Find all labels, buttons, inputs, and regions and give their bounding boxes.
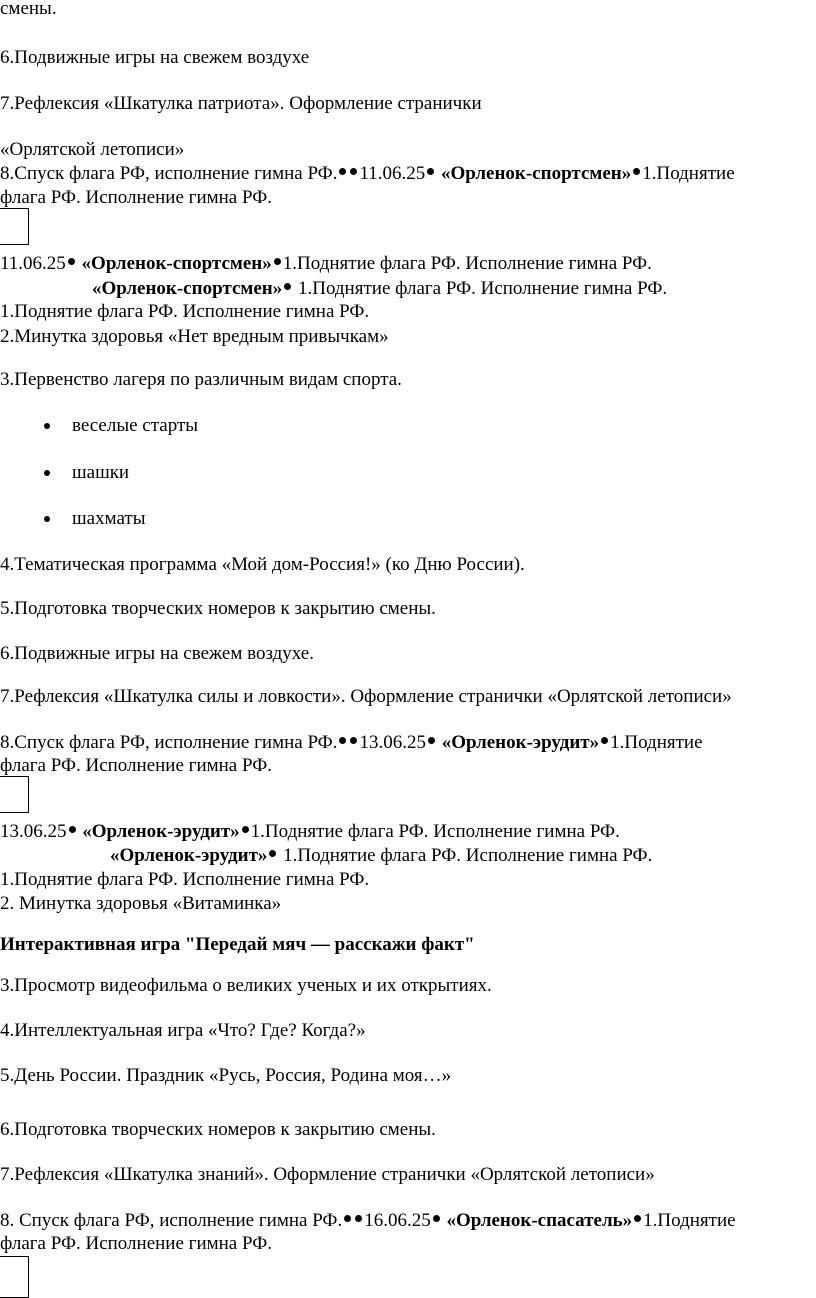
text-line: 1.Поднятие флага РФ. Исполнение гимна РФ. bbox=[0, 869, 370, 890]
text-line bbox=[0, 731, 703, 755]
bullet-icon bbox=[242, 826, 249, 833]
text-line bbox=[110, 844, 652, 868]
date: 11.06.25 bbox=[359, 163, 426, 184]
text-line bbox=[92, 277, 667, 301]
text-fragment: 1.Поднятие флага РФ. Исполнение гимна РФ. bbox=[283, 845, 653, 866]
text-line: 3.Первенство лагеря по различным видам спорта. bbox=[0, 369, 402, 390]
list-item bbox=[0, 461, 300, 485]
text-line: 4.Тематическая программа «Мой дом-Россия!» (ко Дню России). bbox=[0, 554, 525, 575]
list-item-text: шашки bbox=[72, 462, 130, 483]
bullet-icon bbox=[427, 168, 434, 175]
text-line: флага РФ. Исполнение гимна РФ. bbox=[0, 187, 272, 208]
text-fragment: 8.Спуск флага РФ, исполнение гимна РФ. bbox=[0, 732, 338, 753]
bullet-icon bbox=[68, 258, 75, 265]
bullet-icon bbox=[601, 737, 608, 744]
text-fragment: 8. Спуск флага РФ, исполнение гимна РФ. bbox=[0, 1210, 343, 1231]
text-line bbox=[0, 1209, 736, 1233]
text-line: смены. bbox=[0, 0, 57, 19]
text-fragment: 1.Поднятие флага РФ. Исполнение гимна РФ. bbox=[282, 253, 652, 274]
text-line bbox=[0, 820, 620, 844]
date: 13.06.25 bbox=[0, 821, 67, 842]
bullet-icon bbox=[634, 1215, 641, 1222]
text-fragment: 1.Поднятие флага РФ. Исполнение гимна РФ. bbox=[297, 278, 668, 299]
bullet-icon bbox=[284, 283, 291, 290]
bullet-icon bbox=[350, 737, 357, 744]
text-line: 7.Рефлексия «Шкатулка силы и ловкости». Оформление странички «Орлятской летописи» bbox=[0, 686, 732, 707]
text-line: 6.Подготовка творческих номеров к закрытию смены. bbox=[0, 1119, 436, 1140]
day-title: «Орленок-эрудит» bbox=[110, 845, 268, 866]
bullet-icon bbox=[433, 1215, 440, 1222]
text-line: 5.День России. Праздник «Русь, Россия, Родина моя…» bbox=[0, 1065, 452, 1086]
bullet-icon bbox=[355, 1215, 362, 1222]
text-fragment: 1.Поднятие bbox=[610, 732, 703, 753]
text-line: флага РФ. Исполнение гимна РФ. bbox=[0, 755, 272, 776]
list-item bbox=[0, 414, 300, 438]
day-title: «Орленок-спасатель» bbox=[446, 1210, 633, 1231]
text-line: 4.Интеллектуальная игра «Что? Где? Когда?» bbox=[0, 1020, 366, 1041]
day-title: «Орленок-эрудит» bbox=[441, 732, 600, 753]
bullet-icon bbox=[344, 1215, 351, 1222]
bullet-icon bbox=[44, 516, 50, 522]
empty-cell-box bbox=[0, 776, 29, 813]
text-line: флага РФ. Исполнение гимна РФ. bbox=[0, 1233, 272, 1254]
bullet-icon bbox=[339, 168, 346, 175]
text-line: 5.Подготовка творческих номеров к закрытию смены. bbox=[0, 598, 436, 619]
text-line: 1.Поднятие флага РФ. Исполнение гимна РФ. bbox=[0, 301, 370, 322]
date: 13.06.25 bbox=[359, 732, 426, 753]
day-title: «Орленок-спортсмен» bbox=[81, 253, 272, 274]
list-item bbox=[0, 507, 300, 531]
date: 11.06.25 bbox=[0, 253, 66, 274]
text-line: 7.Рефлексия «Шкатулка знаний». Оформление странички «Орлятской летописи» bbox=[0, 1164, 655, 1185]
text-line: 7.Рефлексия «Шкатулка патриота». Оформление странички bbox=[0, 93, 482, 114]
section-heading: Интерактивная игра "Передай мяч — расскажи факт" bbox=[0, 934, 475, 955]
day-title: «Орленок-эрудит» bbox=[82, 821, 240, 842]
text-line: 3.Просмотр видеофильма о великих ученых и их открытиях. bbox=[0, 975, 492, 996]
text-line: 2.Минутка здоровья «Нет вредным привычкам» bbox=[0, 326, 389, 347]
date: 16.06.25 bbox=[364, 1210, 431, 1231]
list-item-text: шахматы bbox=[72, 508, 146, 529]
text-line: «Орлятской летописи» bbox=[0, 139, 185, 160]
bullet-icon bbox=[44, 470, 50, 476]
text-fragment: 1.Поднятие флага РФ. Исполнение гимна РФ. bbox=[250, 821, 620, 842]
bullet-icon bbox=[633, 168, 640, 175]
text-line: 6.Подвижные игры на свежем воздухе. bbox=[0, 643, 314, 664]
text-fragment: 8.Спуск флага РФ, исполнение гимна РФ. bbox=[0, 163, 338, 184]
empty-cell-box bbox=[0, 1256, 29, 1298]
bullet-icon bbox=[350, 168, 357, 175]
day-title: «Орленок-спортсмен» bbox=[441, 163, 632, 184]
day-title: «Орленок-спортсмен» bbox=[92, 278, 283, 299]
bullet-icon bbox=[428, 737, 435, 744]
text-line bbox=[0, 162, 735, 186]
bullet-icon bbox=[69, 826, 76, 833]
bullet-icon bbox=[274, 258, 281, 265]
text-fragment: 1.Поднятие bbox=[642, 163, 735, 184]
list-item-text: веселые старты bbox=[72, 415, 199, 436]
text-fragment: 1.Поднятие bbox=[643, 1210, 736, 1231]
bullet-icon bbox=[44, 423, 50, 429]
bullet-icon bbox=[269, 850, 276, 857]
text-line bbox=[0, 252, 652, 276]
empty-cell-box bbox=[0, 208, 29, 245]
bullet-icon bbox=[339, 737, 346, 744]
text-line: 6.Подвижные игры на свежем воздухе bbox=[0, 47, 310, 68]
text-line: 2. Минутка здоровья «Витаминка» bbox=[0, 893, 282, 914]
